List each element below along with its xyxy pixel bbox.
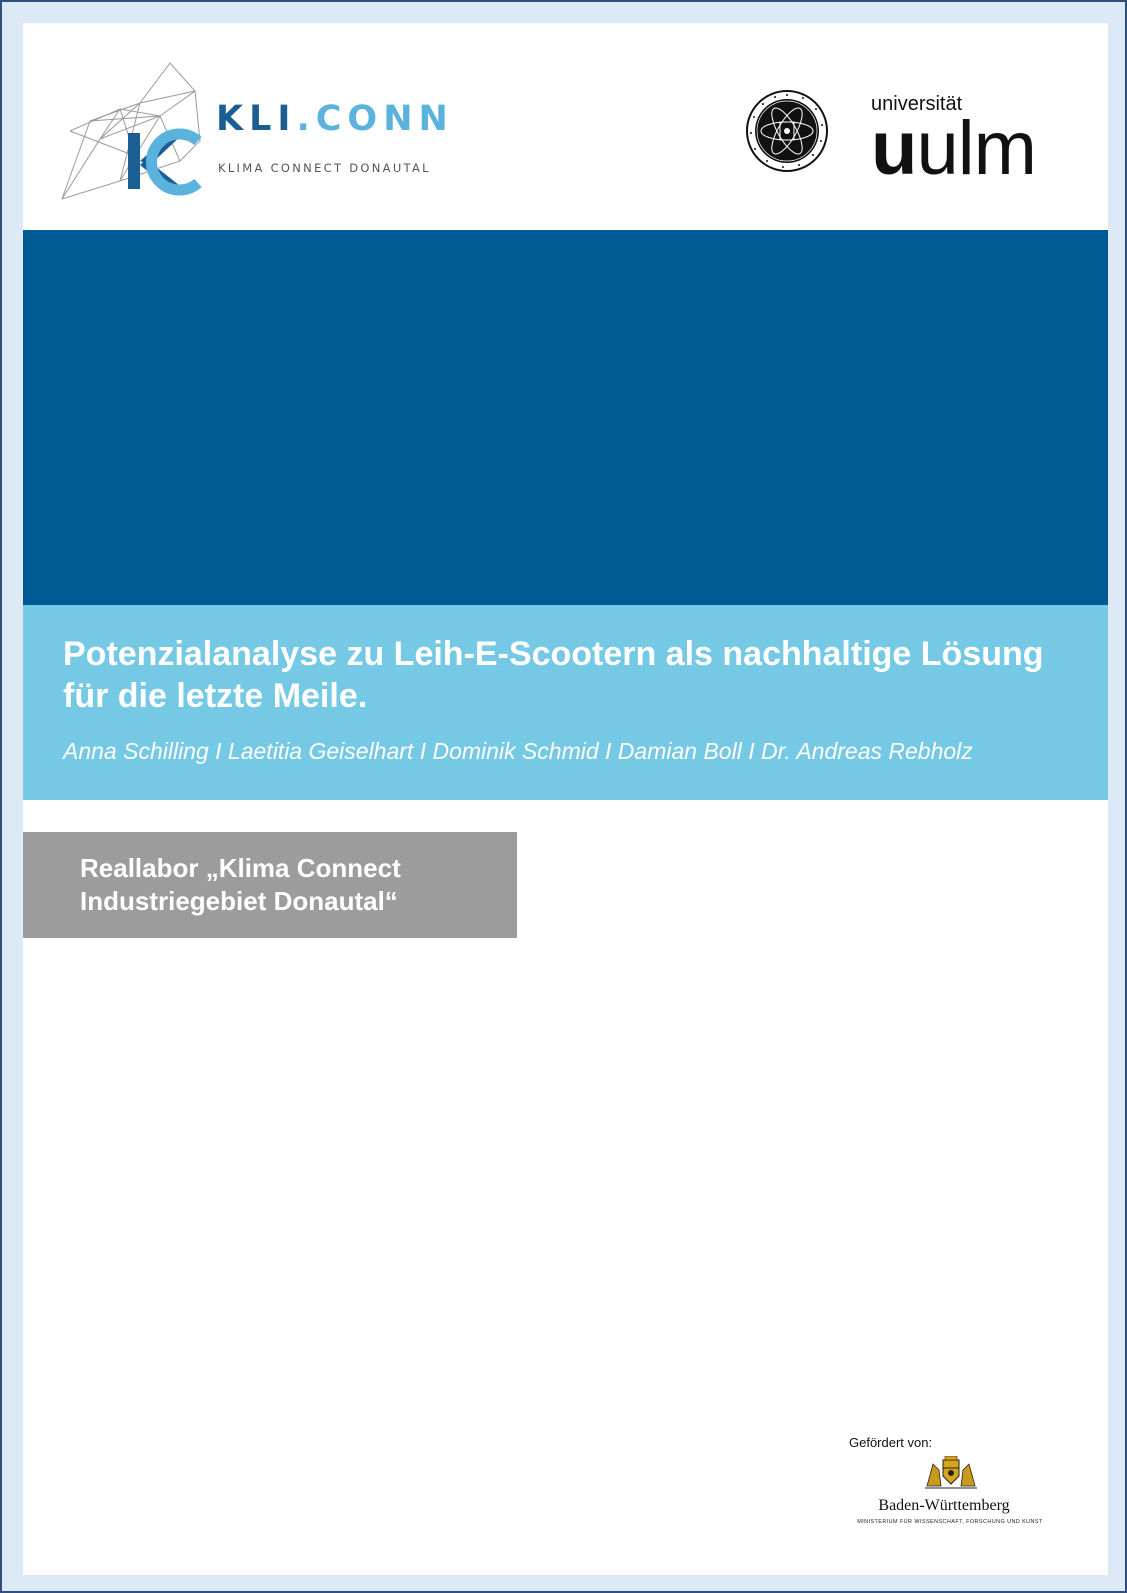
kli-conn-wordmark: KLI.CONN: [216, 99, 454, 139]
project-label: Reallabor „Klima Connect Industriegebiet Donautal“: [80, 853, 401, 916]
title-band: [23, 605, 1108, 800]
project-label-box: [23, 832, 517, 938]
university-name-small: universität: [871, 93, 963, 115]
document-title: Potenzialanalyse zu Leih-E-Scootern als nachhaltige Lösung für die letzte Meile.: [63, 635, 1044, 715]
document-page: [23, 23, 1108, 1575]
funded-by-label: Gefördert von:: [849, 1435, 933, 1450]
university-wordmark: uulm: [871, 106, 1036, 191]
cover-color-band: [23, 230, 1108, 605]
kli-conn-subtitle: KLIMA CONNECT DONAUTAL: [218, 161, 431, 175]
university-seal-icon: [745, 89, 829, 173]
baden-wuerttemberg-crest-icon: [921, 1456, 981, 1492]
funder-name: Baden-Württemberg: [878, 1497, 1010, 1514]
funder-ministry: MINISTERIUM FÜR WISSENSCHAFT, FORSCHUNG UND KUNST: [857, 1519, 1043, 1525]
authors-line: Anna Schilling I Laetitia Geiselhart I Dominik Schmid I Damian Boll I Dr. Andreas Rebholz: [63, 738, 973, 764]
